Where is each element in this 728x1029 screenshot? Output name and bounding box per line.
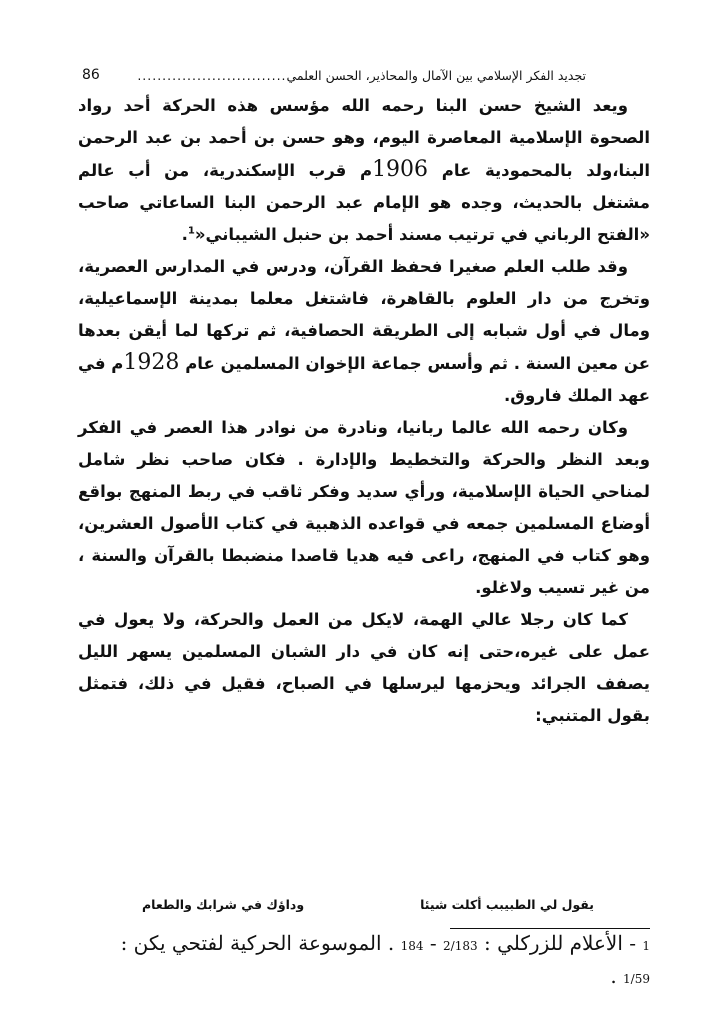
verse-hemistich-2: وداؤك في شرابك والطعام: [142, 897, 305, 912]
p2-text-b: م في عهد الملك فاروق.: [78, 354, 650, 405]
footnote-number: 1: [642, 939, 650, 953]
body-text: [78, 90, 650, 732]
footnote-ref-1: 2/183: [443, 939, 478, 953]
p2-text-a: وقد طلب العلم صغيرا فحفظ القرآن، ودرس في المدارس العصرية، وتخرج من دار العلوم بالقاهرة، فاشتغل معلما بمدينة الإسماعيلية، ومال في أول شبابه إلى الطريقة الحصافية، ثم تركها لما أيقن بعدها عن معين السنة . ثم وأسس جماعة الإخوان المسلمين عام: [78, 257, 650, 373]
running-header: [82, 60, 586, 82]
page-number: 86: [82, 67, 100, 83]
p2-year: 1928: [123, 350, 180, 375]
poetry-verse: [142, 897, 594, 912]
footnote-marker: 1: [187, 225, 195, 237]
p1-end: .: [181, 225, 188, 244]
paragraph-2: [78, 251, 650, 412]
verse-hemistich-1: يقول لي الطبيبب أكلت شيئا: [420, 897, 594, 912]
paragraph-3: وكان رحمه الله عالما ربانيا، ونادرة من نوادر هذا العصر في الفكر وبعد النظر والحركة والتخطيط والإدارة . فكان صاحب نظر شامل لمناحي الحياة الإسلامية، ورأي سديد وفكر ثاقب في ربط المنهج بواقع أوضاع المسلمين جمعه في قواعده الذهبية في كتاب الأصول العشرين، وهو كتاب في المنهج، راعى فيه هديا قاصدا منضبطا بالقرآن والسنة ، من غير تسيب ولاغلو.: [78, 418, 650, 597]
header-title: تجديد الفكر الإسلامي بين الآمال والمحاذير، الحسن العلمي: [286, 67, 586, 83]
footnote-text-d: .: [610, 964, 624, 988]
footnote-ref-2: 184: [400, 939, 424, 953]
header-leader-dots: ..............................: [137, 69, 287, 82]
footnote-text-b: -: [423, 931, 444, 955]
paragraph-4: كما كان رجلا عالي الهمة، لايكل من العمل والحركة، ولا يعول في عمل على غيره،حتى إنه كان في دار الشبان المسلمين يسهر الليل يصفف الجرائد ويحزمها ليرسلها في الصباح، فقيل في ذلك، فتمثل بقول المتنبي:: [78, 610, 650, 725]
footnote-text-c: . الموسوعة الحركية لفتحي يكن :: [120, 931, 401, 955]
p1-year: 1906: [372, 157, 429, 182]
p1-text-a: ويعد الشيخ حسن البنا رحمه الله مؤسس هذه الحركة أحد رواد الصحوة الإسلامية المعاصرة اليوم، وهو حسن بن أحمد بن عبد الرحمن البنا،ولد بالمحمودية عام: [78, 96, 650, 180]
footnote-text-a: - الأعلام للزركلي :: [477, 931, 643, 955]
paragraph-1: [78, 90, 650, 251]
footnote: [120, 928, 650, 994]
footnote-ref-3: 1/59: [623, 972, 650, 986]
p1-text-b: م قرب الإسكندرية، من أب عالم مشتغل بالحديث، وجده هو الإمام عبد الرحمن البنا الساعاتي صاحب «الفتح الرباني في ترتيب مسند أحمد بن حنبل الشيباني«: [78, 161, 650, 244]
